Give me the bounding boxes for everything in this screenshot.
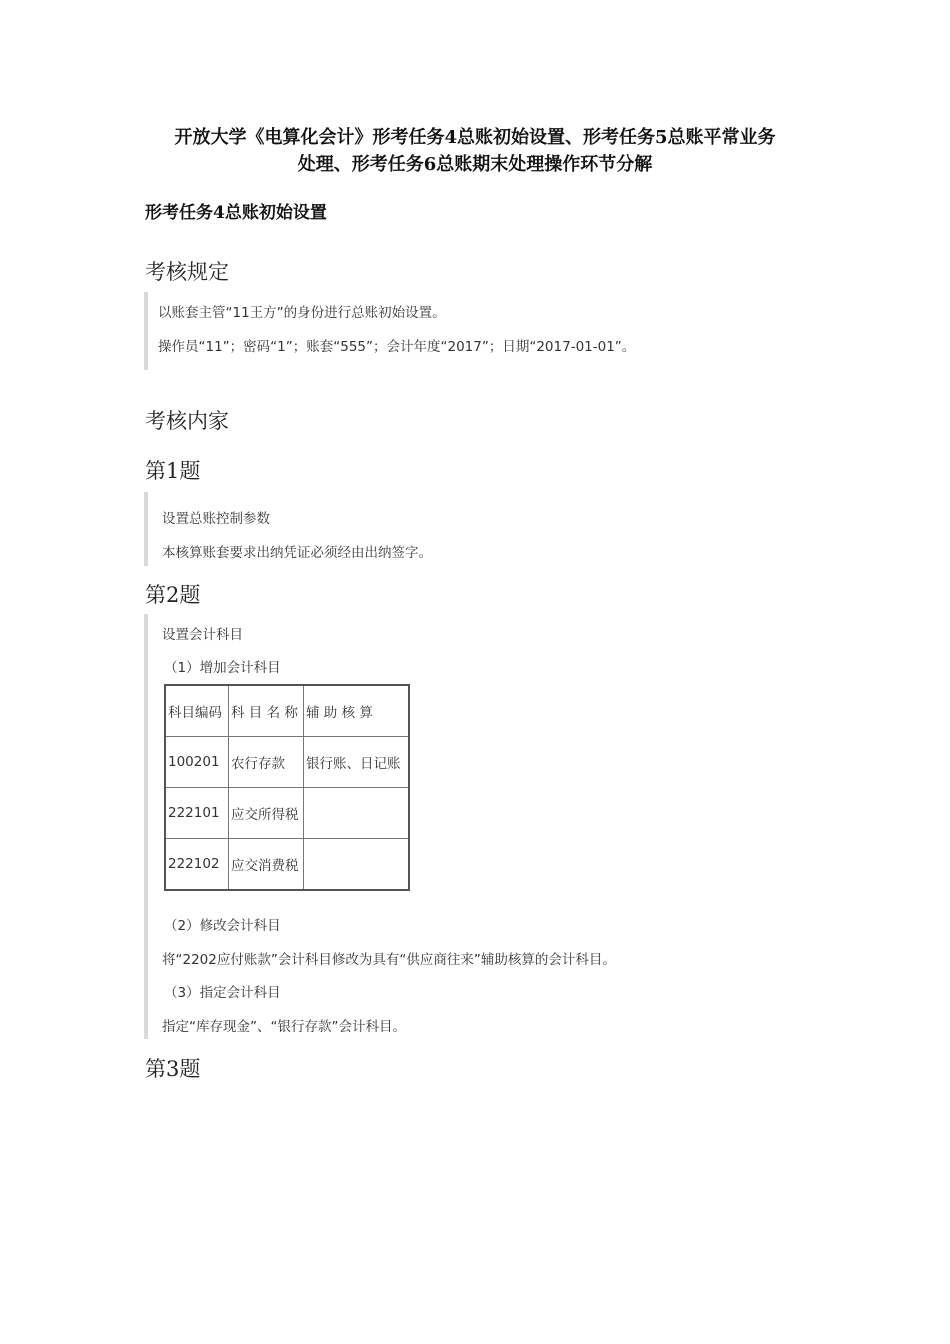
table-cell: 100201: [165, 737, 229, 788]
section-title: 形考任务4总账初始设置: [145, 203, 327, 223]
question-1-screenshot: [144, 492, 468, 566]
question-2-step-3: （3）指定会计科目: [164, 985, 281, 1001]
table-row: [165, 839, 409, 891]
document-title: [120, 124, 830, 178]
question-1-heading: 第1题: [145, 459, 201, 483]
table-cell: 银行账、日记账: [304, 737, 410, 788]
table-cell: 222102: [165, 839, 229, 891]
table-row: [165, 788, 409, 839]
question-2-step-3-text: 指定“库存现金”、“银行存款”会计科目。: [162, 1019, 406, 1035]
table-row: [165, 737, 409, 788]
table-header-cell: 科 目 名 称: [229, 685, 304, 737]
rules-screenshot: [144, 292, 788, 370]
table-cell: [304, 788, 410, 839]
table-header-cell: 辅 助 核 算: [304, 685, 410, 737]
document-title-line-2: 处理、形考任务6总账期末处理操作环节分解: [297, 154, 653, 175]
question-2-step-2-text: 将“2202应付账款”会计科目修改为具有“供应商往来”辅助核算的会计科目。: [162, 952, 616, 968]
document-title-line-1: 开放大学《电算化会计》形考任务4总账初始设置、形考任务5总账平常业务: [174, 127, 776, 148]
accounts-table: [164, 684, 410, 891]
assessment-rules-heading: 考核规定: [145, 260, 229, 284]
question-2-screenshot: [144, 614, 688, 1039]
question-2-heading: 第2题: [145, 583, 201, 607]
rules-line-1: 以账套主管“11王方”的身份进行总账初始设置。: [158, 305, 446, 321]
assessment-content-heading: 考核内家: [145, 409, 229, 433]
question-1-line-2: 本核算账套要求出纳凭证必须经由出纳签字。: [162, 545, 432, 561]
table-cell: [304, 839, 410, 891]
question-1-line-1: 设置总账控制参数: [162, 511, 270, 527]
table-header-cell: 科目编码: [165, 685, 229, 737]
question-2-step-2: （2）修改会计科目: [164, 918, 281, 934]
question-2-line-1: 设置会计科目: [162, 627, 243, 643]
table-cell: 农行存款: [229, 737, 304, 788]
question-3-heading: 第3题: [145, 1057, 201, 1081]
table-header-row: [165, 685, 409, 737]
table-cell: 222101: [165, 788, 229, 839]
table-cell: 应交所得税: [229, 788, 304, 839]
rules-line-2: 操作员“11”；密码“1”；账套“555”；会计年度“2017”；日期“2017-01-01”。: [158, 339, 636, 355]
question-2-step-1: （1）增加会计科目: [164, 660, 281, 676]
table-cell: 应交消费税: [229, 839, 304, 891]
